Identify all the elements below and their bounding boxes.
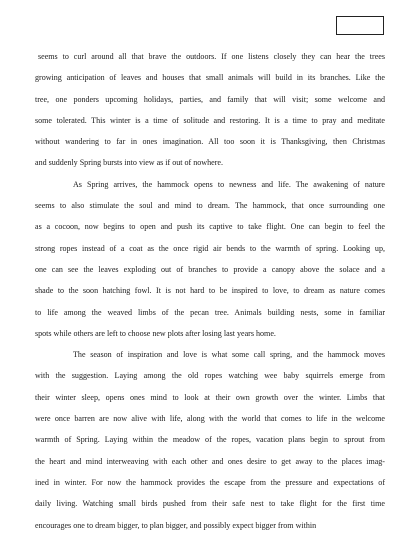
text-line: strong ropes instead of a coat as the once rigid air bends to the warmth of spring. Looking up, [35, 243, 385, 253]
text-line: were once barren are now alive with life, along with the world that comes to life in the welcome [35, 414, 385, 424]
text-line: daily living. Watching small birds pushed from their safe nest to take flight for the first time [35, 499, 385, 509]
text-line: seems to curl around all that brave the outdoors. If one listens closely they can hear the trees [38, 52, 385, 61]
text-line: shade to the soon hatching fowl. It is not hard to be inspired to love, to dream as nature comes [35, 286, 385, 296]
page-number-box [336, 16, 384, 35]
text-line: their winter sleep, opens ones mind to look at their own growth over the winter. Limbs that [35, 392, 385, 402]
text-line: to life among the weaved limbs of the pecan tree. Animals building nests, some in familiar [35, 307, 385, 317]
paragraph-start-line: The season of inspiration and love is what some call spring, and the hammock moves [73, 350, 385, 360]
text-line: seems to also stimulate the soul and mind to dream. The hammock, that once surrounding one [35, 201, 385, 211]
essay-body [35, 46, 385, 536]
text-line: without wandering to far in ones imagination. All too soon it is Thanksgiving, then Christmas [35, 137, 385, 147]
text-line: as a cocoon, now begins to open and push its captive to take flight. One can begin to feel the [35, 222, 385, 232]
text-line: some tolerated. This winter is a time of solitude and restoring. It is a time to pray and meditate [35, 115, 385, 125]
text-line: encourages one to dream bigger, to plan bigger, and possibly expect bigger from within [35, 520, 317, 530]
text-line: one can see the leaves exploding out of branches to provide a canopy above the solace and a [35, 264, 385, 274]
text-line: with the suggestion. Laying among the old ropes watching wee baby squirrels emerge from [35, 371, 385, 381]
text-line: warmth of Spring. Laying within the meadow of the ropes, vacation plans begin to sprout from [35, 435, 385, 445]
text-line: growing anticipation of leaves and houses that small animals will build in its branches. Like the [35, 73, 385, 83]
text-line: the heart and mind interweaving with each other and ones desire to get away to the places imag- [35, 456, 385, 466]
text-line: tree, one ponders upcoming holidays, parties, and family that will visit; some welcome and [35, 94, 385, 104]
text-line: and suddenly Spring bursts into view as if out of nowhere. [35, 158, 223, 168]
text-line: spots while others are left to choose new plots after losing last years home. [35, 328, 276, 338]
paragraph-start-line: As Spring arrives, the hammock opens to newness and life. The awakening of nature [73, 179, 385, 189]
text-line: ined in winter. For now the hammock provides the escape from the pressure and expectations of [35, 477, 385, 487]
